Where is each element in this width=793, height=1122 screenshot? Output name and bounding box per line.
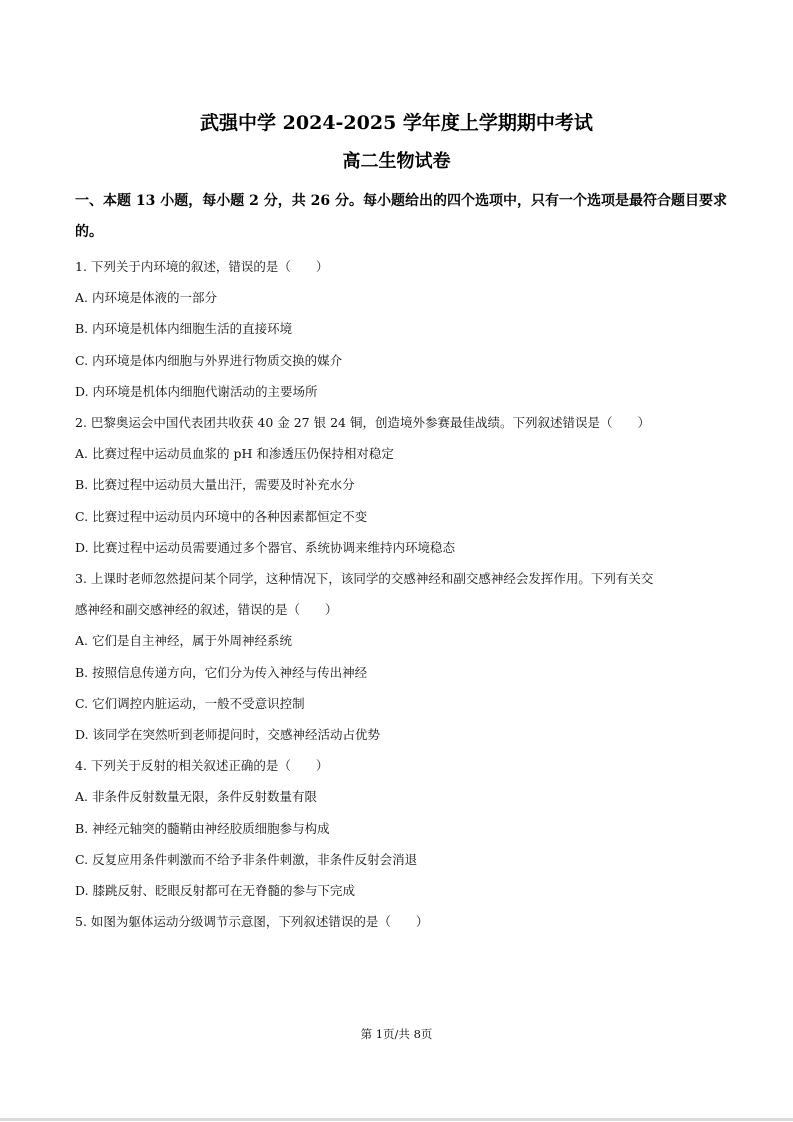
answer-option: A. 它们是自主神经，属于外周神经系统 [75,633,292,649]
section-heading: 一、本题 13 小题，每小题 2 分，共 26 分。每小题给出的四个选项中，只有一个选项是最符合题目要求的。 [75,193,727,240]
answer-option: C. 比赛过程中运动员内环境中的各种因素都恒定不变 [75,508,368,524]
page-footer: 第 1页/共 8页 [360,1027,433,1041]
question-stem: 感神经和副交感神经的叙述，错误的是（ ） [75,602,338,618]
answer-option: B. 神经元轴突的髓鞘由神经胶质细胞参与构成 [75,820,330,836]
answer-option: D. 比赛过程中运动员需要通过多个器官、系统协调来维持内环境稳态 [75,539,456,555]
answer-option: D. 该同学在突然听到老师提问时，交感神经活动占优势 [75,727,381,742]
answer-option: A. 比赛过程中运动员血浆的 pH 和渗透压仍保持相对稳定 [75,446,394,462]
exam-title: 武强中学 2024-2025 学年度上学期期中考试 [200,112,593,134]
exam-subtitle: 高二生物试卷 [342,151,451,172]
answer-option: C. 反复应用条件刺激而不给予非条件刺激，非条件反射会消退 [75,851,418,867]
answer-option: C. 内环境是体内细胞与外界进行物质交换的媒介 [75,352,343,368]
answer-option: B. 比赛过程中运动员大量出汗，需要及时补充水分 [75,477,355,493]
answer-option: C. 它们调控内脏运动，一般不受意识控制 [75,695,305,711]
question-stem: 1. 下列关于内环境的叙述，错误的是（ ） [75,259,329,274]
answer-option: B. 按照信息传递方向，它们分为传入神经与传出神经 [75,664,368,680]
question-stem: 4. 下列关于反射的相关叙述正确的是（ ） [75,758,329,774]
question-stem: 2. 巴黎奥运会中国代表团共收获 40 金 27 银 24 铜，创造境外参赛最佳战绩。下列叙述错误是（ ） [75,415,650,430]
bottom-rule [0,1118,793,1121]
question-stem: 5. 如图为躯体运动分级调节示意图，下列叙述错误的是（ ） [75,914,429,930]
question-stem: 3. 上课时老师忽然提问某个同学，这种情况下，该同学的交感神经和副交感神经会发挥作用。下列有关交 [75,571,654,586]
answer-option: A. 非条件反射数量无限，条件反射数量有限 [75,789,317,805]
answer-option: D. 内环境是机体内细胞代谢活动的主要场所 [75,383,318,399]
answer-option: D. 膝跳反射、眨眼反射都可在无脊髓的参与下完成 [75,883,356,898]
answer-option: A. 内环境是体液的一部分 [75,290,217,306]
answer-option: B. 内环境是机体内细胞生活的直接环境 [75,321,293,337]
